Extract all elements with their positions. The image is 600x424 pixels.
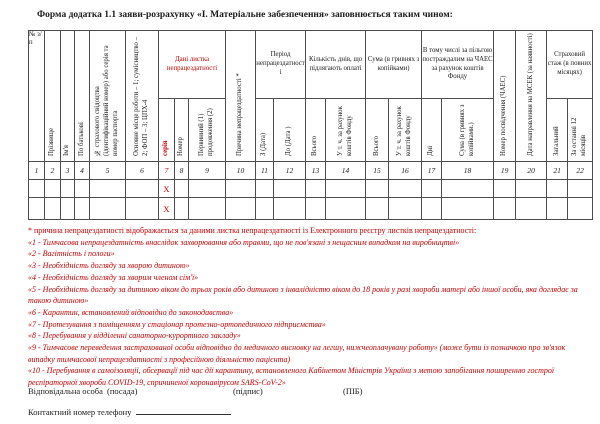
data-cell [366, 180, 389, 198]
data-cell [256, 180, 274, 198]
col-number-cell: 5 [90, 162, 126, 180]
pib-label: (ПІБ) [343, 386, 363, 396]
table-row [29, 180, 593, 198]
col-header-sum-fund: У т. ч. за рахунок коштів Фонду [389, 99, 422, 162]
data-cell [306, 198, 326, 220]
footnote-item: «8 - Перебування у відділенні санаторно-курортного закладу» [28, 331, 241, 341]
signature-label: (підпис) [233, 386, 263, 396]
data-cell [90, 180, 126, 198]
col-header-name: Ім'я [61, 31, 75, 162]
col-header-days-total: Всього [306, 99, 326, 162]
col-number-cell: 19 [494, 162, 516, 180]
data-cell [547, 180, 568, 198]
col-group-days: Кількість днів, що підлягають оплаті [306, 31, 366, 99]
contact-phone-row [28, 405, 231, 417]
col-number-cell: 22 [568, 162, 593, 180]
data-cell [45, 180, 61, 198]
data-cell [494, 180, 516, 198]
data-cell [126, 198, 159, 220]
data-cell [189, 180, 226, 198]
col-header-num: № з/п [29, 31, 45, 162]
data-cell [568, 198, 593, 220]
data-cell [189, 198, 226, 220]
header-group-row [29, 31, 593, 99]
col-header-cause: Причина непрацездатності * [226, 31, 256, 162]
data-cell [306, 180, 326, 198]
footnote-item: «9 - Тимчасове переведення застрахованої особи відповідно до медичного висновку на легшу, нижчеоплачувану роботу» (може бути із позначкою про зв'язок випадку тимчасової непрацездатності з професійною діяльністю пацієнта) [28, 343, 566, 364]
data-cell [29, 180, 45, 198]
col-header-exp-12: За останні 12 місяців [568, 99, 593, 162]
signature-row [0, 386, 600, 400]
col-header-date-to: До (Дата ) [274, 99, 306, 162]
col-number-cell: 17 [422, 162, 442, 180]
data-cell [175, 198, 189, 220]
footnote-item: «7 - Протезування з поміщенням у стаціонар протезно-ортопедичного підприємства» [28, 319, 326, 329]
col-header-chaes-sum: Сума (в гривнях з копійками.) [442, 99, 494, 162]
col-number-cell: 3 [61, 162, 75, 180]
data-cell [326, 180, 366, 198]
data-cell [326, 198, 366, 220]
col-number-cell: 9 [189, 162, 226, 180]
data-cell [75, 180, 90, 198]
col-header-patronymic: По батькові [75, 31, 90, 162]
col-header-chaes-days: Дні [422, 99, 442, 162]
data-cell [226, 198, 256, 220]
col-number-cell: 13 [306, 162, 326, 180]
col-header-primary: Первинний (1) продовження (2) [189, 99, 226, 162]
footnote-item: «1 - Тимчасова непрацездатність внаслідок захворювання або травми, що не пов'язані з нещасним випадком на виробництві» [28, 237, 460, 247]
col-number-cell: 21 [547, 162, 568, 180]
data-cell [389, 198, 422, 220]
col-number-cell-series: 7 [159, 162, 175, 180]
col-group-experience: Страховий стаж (в повних місяцях) [547, 31, 593, 99]
data-cell [61, 180, 75, 198]
series-x-mark: X [159, 198, 175, 220]
col-group-sick-leave-data: Дані листка непрацездатності [159, 31, 226, 99]
col-header-surname: Прізвище [45, 31, 61, 162]
col-header-sum-total: Всього [366, 99, 389, 162]
col-group-chaes: В тому числі за пільгою постраждалим на ЧАЕС за рахунок коштів Фонду [422, 31, 494, 99]
contact-phone-label: Контактний номер телефону [28, 407, 132, 417]
column-number-row [29, 162, 593, 180]
col-number-cell: 8 [175, 162, 189, 180]
footnote-item: «2 - Вагітність і пологи» [28, 249, 115, 259]
col-header-exp-total: Загальний [547, 99, 568, 162]
footnote-header: * причина непрацездатності відображається за даними листка непрацездатності із Електронного реєстру листків непрацездатності: [28, 226, 477, 235]
footnote-item: «4 - Необхідність догляду за хворим членом сім'ї» [28, 272, 199, 282]
col-number-cell: 11 [256, 162, 274, 180]
col-header-insurance-id: № страхового свідоцтва (ідентифікаційний номер) або серія та номер паспорта [90, 31, 126, 162]
col-header-workplace: Основне місце роботи – 1; сумісництво –2; ФОП – 3; ЦПХ-4 [126, 31, 159, 162]
data-cell [442, 198, 494, 220]
col-header-number: Номер [175, 99, 189, 162]
data-cell [29, 198, 45, 220]
col-number-cell: 10 [226, 162, 256, 180]
col-number-cell: 18 [442, 162, 494, 180]
data-cell [422, 180, 442, 198]
responsible-person-label: Відповідальна особа [28, 386, 103, 396]
data-cell [422, 198, 442, 220]
data-cell [366, 198, 389, 220]
col-header-date-from: З (Дата) [256, 99, 274, 162]
col-number-cell: 12 [274, 162, 306, 180]
col-number-cell: 20 [516, 162, 547, 180]
col-number-cell: 1 [29, 162, 45, 180]
col-header-series: серія [159, 99, 175, 162]
col-number-cell: 14 [326, 162, 366, 180]
data-cell [45, 198, 61, 220]
footnote-item: «3 - Необхідність догляду за хворою дитиною» [28, 261, 190, 271]
col-number-cell: 15 [366, 162, 389, 180]
data-cell [442, 180, 494, 198]
col-group-period: Період непрацездатності [256, 31, 306, 99]
footnote-item: «10 - Перебування в самоізоляції, обсервації під час дії карантину, встановленого Кабінетом Міністрів України з метою запобігання поширенню гострої респіраторної хвороби COVID-19, спричиненої коронавірусом SARS-CoV-2» [28, 366, 555, 388]
data-cell [90, 198, 126, 220]
data-cell [389, 180, 422, 198]
data-cell [175, 180, 189, 198]
series-x-mark: X [159, 180, 175, 198]
data-cell [568, 180, 593, 198]
data-cell [75, 198, 90, 220]
col-number-cell: 4 [75, 162, 90, 180]
col-number-cell: 16 [389, 162, 422, 180]
data-cell [226, 180, 256, 198]
data-cell [126, 180, 159, 198]
col-header-days-fund: У т. ч. за рахунок коштів Фонду [326, 99, 366, 162]
data-cell [274, 180, 306, 198]
col-header-msek-date: Дата направлення на МСЕК (за наявності) [516, 31, 547, 162]
data-cell [547, 198, 568, 220]
col-header-cert-number: Номер посвідчення (ЧАЕС) [494, 31, 516, 162]
footnote-item: «6 - Карантин, встановлений відповідно до законодавства» [28, 307, 234, 317]
data-cell [61, 198, 75, 220]
footnotes [0, 225, 600, 389]
col-number-cell: 6 [126, 162, 159, 180]
page-title: Форма додатка 1.1 заяви-розрахунку «І. Матеріальне забезпечення» заповнюється таким чином: [37, 10, 453, 20]
data-cell [494, 198, 516, 220]
position-label: (посада) [107, 386, 138, 396]
col-number-cell: 2 [45, 162, 61, 180]
table-row [29, 198, 593, 220]
data-cell [516, 198, 547, 220]
data-cell [516, 180, 547, 198]
footnote-item: «5 - Необхідність догляду за дитиною віком до трьох років або дитиною з інвалідністю віком до 18 років у разі хвороби матері або іншої особи, яка доглядає за такою дитиною» [28, 284, 578, 306]
data-cell [256, 198, 274, 220]
data-cell [274, 198, 306, 220]
col-group-sum: Сума (в гривнях з копійками) [366, 31, 422, 99]
phone-underline [136, 405, 231, 415]
form-table [28, 30, 593, 220]
